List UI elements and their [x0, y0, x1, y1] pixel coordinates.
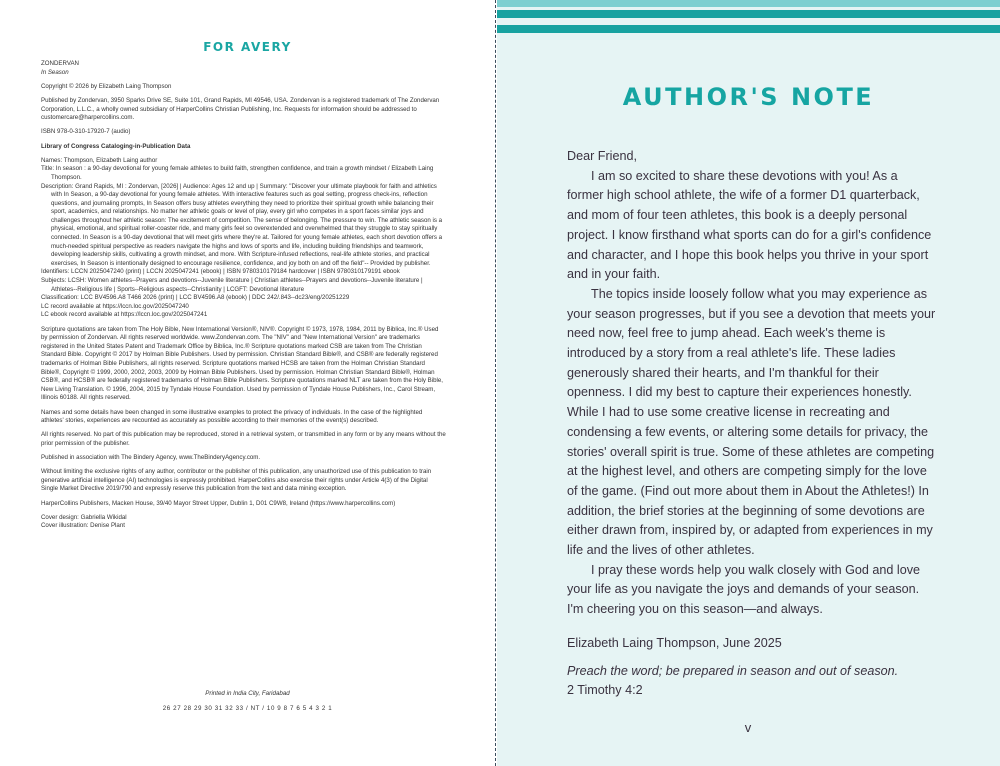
authors-note-page — [497, 0, 1000, 766]
copyright-line: Subjects: LCSH: Women athletes--Prayers and devotions--Juvenile literature | Christian athletes--Prayers and devotions--Juvenile literature | Athletes--Religious life | Sports--Religious aspects--Christianity | LCGFT: Devotional literature — [41, 277, 423, 293]
printed-in-line: Printed in India City, Faridabad — [205, 690, 290, 697]
copyright-line: LC record available at https://lccn.loc.gov/2025047240 — [41, 302, 189, 310]
copyright-line: Identifiers: LCCN 2025047240 (print) | LCCN 2025047241 (ebook) | ISBN 9780310179184 hardcover | ISBN 9780310179191 ebook — [41, 268, 400, 276]
copyright-line: Cover illustration: Denise Plant — [41, 522, 125, 530]
copyright-line: HarperCollins Publishers, Macken House, 39/40 Mayor Street Upper, Dublin 1, D01 C9W8, Ireland (https://www.harpercollins.com) — [41, 499, 396, 507]
copyright-line: Classification: LCC BV4596.A8 T466 2026 (print) | LCC BV4596.A8 (ebook) | DDC 242/.843--dc23/eng/20251229 — [41, 294, 350, 302]
salutation: Dear Friend, — [567, 149, 637, 163]
epigraph-reference: 2 Timothy 4:2 — [567, 683, 643, 698]
signature: Elizabeth Laing Thompson, June 2025 — [567, 635, 782, 650]
print-number-line: 26 27 28 29 30 31 32 33 / NT / 10 9 8 7 6 5 4 3 2 1 — [162, 705, 333, 712]
header-stripe-light — [497, 0, 1000, 7]
copyright-line: Without limiting the exclusive rights of any author, contributor or the publisher of this publication, any unauthorized use of this publication to train generative artificial intelligence (AI) technologies is expressly prohibited. HarperCollins also exercise their rights under Article 4(3) of the Digital Single Market Directive 2019/790 and expressly reserve this publication from the text and data mining exception. — [41, 468, 432, 493]
copyright-line: Published by Zondervan, 3950 Sparks Drive SE, Suite 101, Grand Rapids, MI 49546, USA. Zondervan is a registered trademark of The Zondervan Corporation, L.L.C., a wholly owned subsidiary of HarperCollins Christian Publishing, Inc. Requests for information should be addressed to customercare@harpercollins.com. — [41, 96, 440, 122]
page-number: v — [744, 720, 753, 735]
page-title: AUTHOR'S NOTE — [622, 83, 875, 111]
copyright-line: In Season — [41, 68, 69, 76]
copyright-line: Title: In season : a 90-day devotional for young female athletes to build faith, strengthen confidence, and train a growth mindset / Elizabeth Laing Thompson. — [41, 165, 434, 181]
copyright-line: Library of Congress Cataloging-in-Publication Data — [41, 142, 191, 150]
body-paragraph: The topics inside loosely follow what you may experience as your season progresses, but if you see a devotion that meets your need now, feel free to jump ahead. Each week's theme is introduced by a story from a real athlete's life. These ladies generously shared their hearts, and I'm thankful for their openness. I did my best to capture their experiences honestly. While I had to use some creative license in recreating and condensing a few events, or altering some details for privacy, the stories' overall spirit is true. Some of these athletes are competing at the highest level, and others are competing simply for the love of the game. (Find out more about them in About the Athletes!) In addition, the brief stories at the beginning of some devotions are either drawn from, inspired by, or adapted from experiences in my life and the lives of other athletes. — [567, 286, 936, 558]
copyright-line: Names and some details have been changed in some illustrative examples to protect the privacy of individuals. In the case of the highlighted athletes' stories, experiences are recounted as accurately as possible according to their memories of the event(s) described. — [41, 408, 423, 425]
copyright-line: All rights reserved. No part of this publication may be reproduced, stored in a retrieval system, or transmitted in any form or by any means without the prior permission of the publisher. — [41, 431, 446, 447]
copyright-line: Published in association with The Bindery Agency, www.TheBinderyAgency.com. — [41, 454, 261, 462]
copyright-line: Scripture quotations are taken from The Holy Bible, New International Version®, NIV®. Copyright © 1973, 1978, 1984, 2011 by Biblica, Inc.® Used by permission of Zondervan. All rights reserved worldwide. www.Zondervan.com. The "NIV" and "New International Version" are trademarks registered in the United States Patent and Trademark Office by Biblica, Inc.® Scripture quotations marked CSB are taken from The Christian Standard Bible. Copyright © 2017 by Holman Bible Publishers. Used by permission. Christian Standard Bible®, and CSB® are federally registered trademarks of Holman Bible Publishers, all rights reserved. Scripture quotations marked HCSB are taken from the Holman Christian Standard Bible®, Copyright © 1999, 2000, 2002, 2003, 2009 by Holman Bible Publishers. Used by permission. Holman Christian Standard Bible®, Holman CSB®, and HCSB® are federally registered trademarks of Holman Bible Publishers. Scripture quotations marked NLT are taken from the Holy Bible, New Living Translation. © 1996, 2004, 2015 by Tyndale House Foundation. Used by permission of Tyndale House Publishers, Inc., Carol Stream, Illinois 60188. All rights reserved. — [41, 325, 444, 402]
note-body — [567, 147, 937, 701]
copyright-block — [41, 60, 446, 531]
copyright-line: LC ebook record available at https://lccn.loc.gov/2025047241 — [41, 311, 208, 319]
epigraph-verse: Preach the word; be prepared in season and out of season. — [567, 663, 899, 678]
header-stripe — [497, 10, 1000, 18]
copyright-line: Names: Thompson, Elizabeth Laing author — [41, 156, 158, 164]
copyright-line: ISBN 978-0-310-17920-7 (audio) — [41, 128, 131, 136]
copyright-line: Copyright © 2026 by Elizabeth Laing Thompson — [41, 82, 172, 90]
copyright-line: Description: Grand Rapids, MI : Zondervan, [2026] | Audience: Ages 12 and up | Summary: "Discover your ultimate playbook for faith and athletics with In Season, a 90-day devotional for young female athletes. With interactive features such as goal setting, progress check-ins, reflection questions, and journaling prompts, In Season offers busy athletes everything they need to prioritize their spiritual growth while balancing their sport, academics, and relationships. No matter her athletic goals or level of play, every girl who competes in a sport faces similar joys and challenges throughout her athletic season: The excitement of competition. The sense of belonging. The pressure to win. The athletic season is a physical, emotional, and spiritual roller-coaster ride, and many girls feel so overextended and overwhelmed that they struggle to stay spiritually connected. In Season is a 90-day devotional that will meet girls where they're at. Tailored for young female athletes, each short devotion offers a much-needed spiritual perspective as readers navigate the highs and lows of sports and life, including building friendships and teamwork, developing leadership skills, cultivating a growth mindset, and more. With Scripture-infused reflections, real-life athlete stories, and practical exercises, In Season is intentionally designed to encourage resilience, confidence, and joy both on and off the field"-- Provided by publisher. — [41, 182, 443, 267]
dedication: FOR AVERY — [203, 40, 292, 54]
page-gutter-divider — [495, 0, 496, 766]
copyright-line: ZONDERVAN — [41, 60, 79, 67]
body-paragraph: I am so excited to share these devotions with you! As a former high school athlete, the wife of a former D1 quarterback, and mom of four teen athletes, this book is a deeply personal project. I know firsthand what sports can do for a girl's confidence and character, and I hope this book helps you thrive in your sport and in your faith. — [567, 168, 932, 282]
copyright-page — [0, 0, 495, 766]
header-stripe — [497, 25, 1000, 33]
copyright-line: Cover design: Gabriella Wikidal — [41, 513, 127, 521]
body-paragraph: I pray these words help you walk closely with God and love your life as you navigate the joys and demands of your season. I'm cheering you on this season—and always. — [567, 562, 921, 617]
